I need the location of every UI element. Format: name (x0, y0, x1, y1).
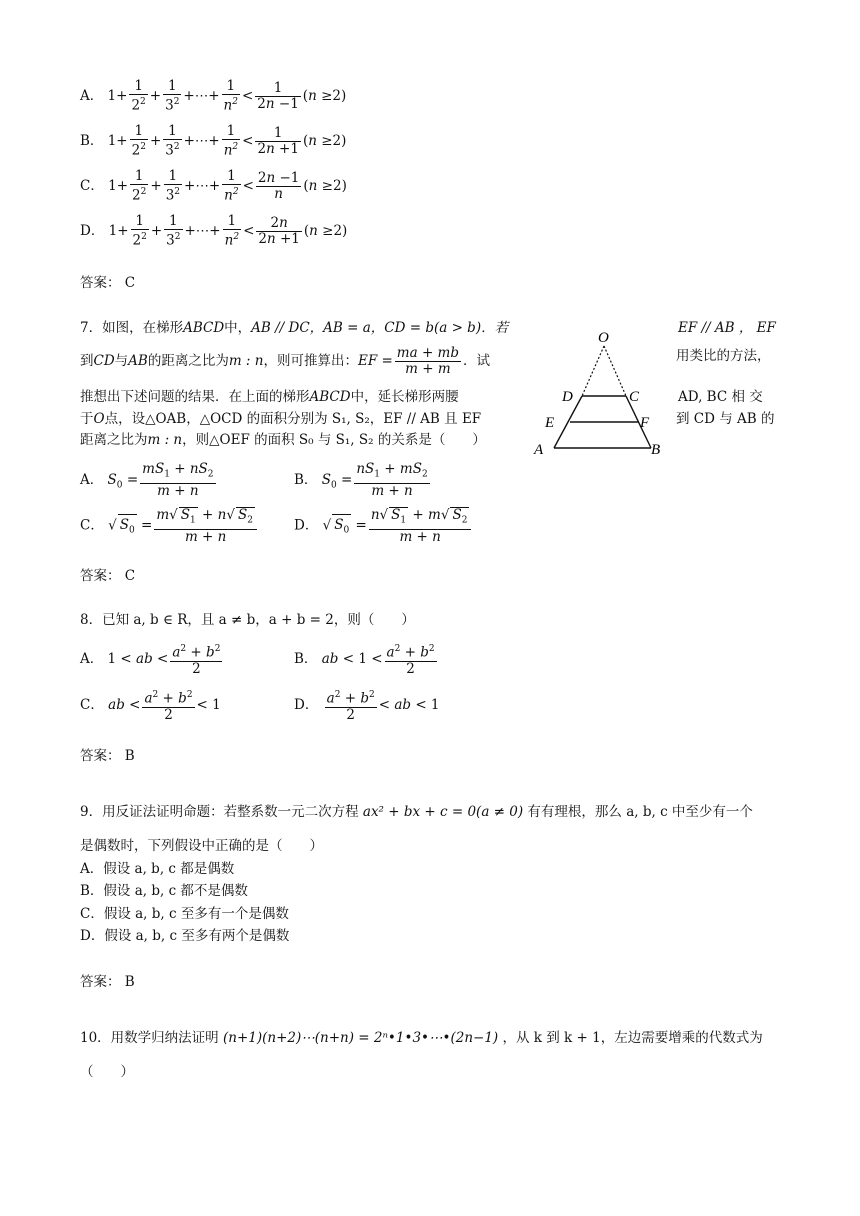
q7-option-c: C． √ $S_0$ = $\frac{m√ S_1 + n√ S_2}{m + n}$ (80, 507, 259, 545)
q9-answer: 答案： B (80, 974, 135, 990)
q9-option-a: A．假设 a, b, c 都是偶数 (80, 861, 235, 877)
q7-line-1-right: EF // AB ， EF (678, 320, 776, 336)
q7-line-3-right: AD, BC 相 交 (678, 389, 763, 405)
q9-line-1: 9．用反证法证明命题：若整系数一元二次方程 ax² + bx + c = 0(a ≠ 0) 有有理根，那么 a, b, c 中至少有一个 (80, 804, 753, 820)
label-f: F (640, 415, 650, 431)
q7-option-d: D． √ $S_0$ = $\frac{n√ S_1 + m√ S_2}{m + n}$ (294, 507, 473, 545)
q7-line-4: 于O点，设△OAB，△OCD 的面积分别为 S₁, S₂，EF // AB 且 EF (80, 411, 482, 427)
q7-line-1: 7．如图，在梯形ABCD中，AB // DC，AB = a，CD = b(a > b)．若 (80, 320, 509, 336)
label-o: O (598, 330, 609, 346)
q7-line-3: 推想出下述问题的结果．在上面的梯形ABCD中，延长梯形两腰 (80, 389, 459, 405)
q7-option-a: A． $S_0$ = $\frac{mS_1 + nS_2}{m + n}$ (80, 461, 214, 499)
q9-line-2: 是偶数时，下列假设中正确的是（ ） (80, 838, 323, 854)
label-a: A (534, 442, 544, 458)
q7-answer: 答案： C (80, 568, 136, 584)
q6-option-a: A． 1+ $\frac{1}{2^2}$ + $\frac{1}{3^2}$ +⋯+ $\frac{1}{n^2}$ < $\frac{1}{2n -1}$ (n ≥2) (80, 78, 347, 114)
q9-option-b: B．假设 a, b, c 都不是偶数 (80, 883, 248, 899)
label-c: C (629, 389, 640, 405)
q7-option-b: B． $S_0$ = $\frac{nS_1 + mS_2}{m + n}$ (294, 461, 428, 499)
q8-option-c: C． ab < $\frac{a^2 + b^2}{2}$ < 1 (80, 690, 221, 723)
q8-stem: 8．已知 a, b ∈ R，且 a ≠ b，a + b = 2，则（ ） (80, 612, 415, 628)
q10-line-1: 10．用数学归纳法证明 (n+1)(n+2)⋯(n+n) = 2ⁿ•1•3•⋯•(2n−1) ，从 k 到 k + 1，左边需要增乘的代数式为 (80, 1030, 763, 1046)
trapezoid-figure (528, 326, 670, 460)
q8-option-b: B． ab < 1 < $\frac{a^2 + b^2}{2}$ (294, 644, 435, 677)
q7-line-2-right: 用类比的方法， (676, 348, 771, 364)
q6-option-d: D． 1+ $\frac{1}{2^2}$ + $\frac{1}{3^2}$ +⋯+ $\frac{1}{n^2}$ < $\frac{2n}{2n +1}$ (n ≥2) (80, 213, 348, 249)
q6-option-b: B． 1+ $\frac{1}{2^2}$ + $\frac{1}{3^2}$ +⋯+ $\frac{1}{n^2}$ < $\frac{1}{2n +1}$ (n ≥2) (80, 123, 347, 159)
q10-line-2: （ ） (80, 1064, 134, 1080)
q8-option-a: A． 1 < ab < $\frac{a^2 + b^2}{2}$ (80, 644, 221, 677)
label-b: B (651, 442, 661, 458)
q7-line-2: 到CD与AB的距离之比为m : n，则可推算出：EF = $\frac{ma + mb}{m + m}$ ．试 (80, 345, 490, 377)
q7-line-4-right: 到 CD 与 AB 的 (676, 411, 775, 427)
q9-option-d: D．假设 a, b, c 至多有两个是偶数 (80, 928, 290, 944)
q8-option-d: D． $\frac{a^2 + b^2}{2}$ < ab < 1 (294, 690, 440, 723)
q7-line-5: 距离之比为m : n，则△OEF 的面积 S₀ 与 S₁, S₂ 的关系是（ ） (80, 432, 486, 448)
q6-answer: 答案： C (80, 275, 136, 291)
dashed-leg-left (582, 346, 604, 396)
label-e: E (545, 415, 555, 431)
q6-option-c: C． 1+ $\frac{1}{2^2}$ + $\frac{1}{3^2}$ +⋯+ $\frac{1}{n^2}$ < $\frac{2n -1}{n}$ (n ≥2) (80, 168, 347, 204)
label-d: D (562, 389, 573, 405)
q8-answer: 答案： B (80, 748, 135, 764)
dashed-leg-right (604, 346, 626, 396)
q9-option-c: C．假设 a, b, c 至多有一个是偶数 (80, 906, 289, 922)
